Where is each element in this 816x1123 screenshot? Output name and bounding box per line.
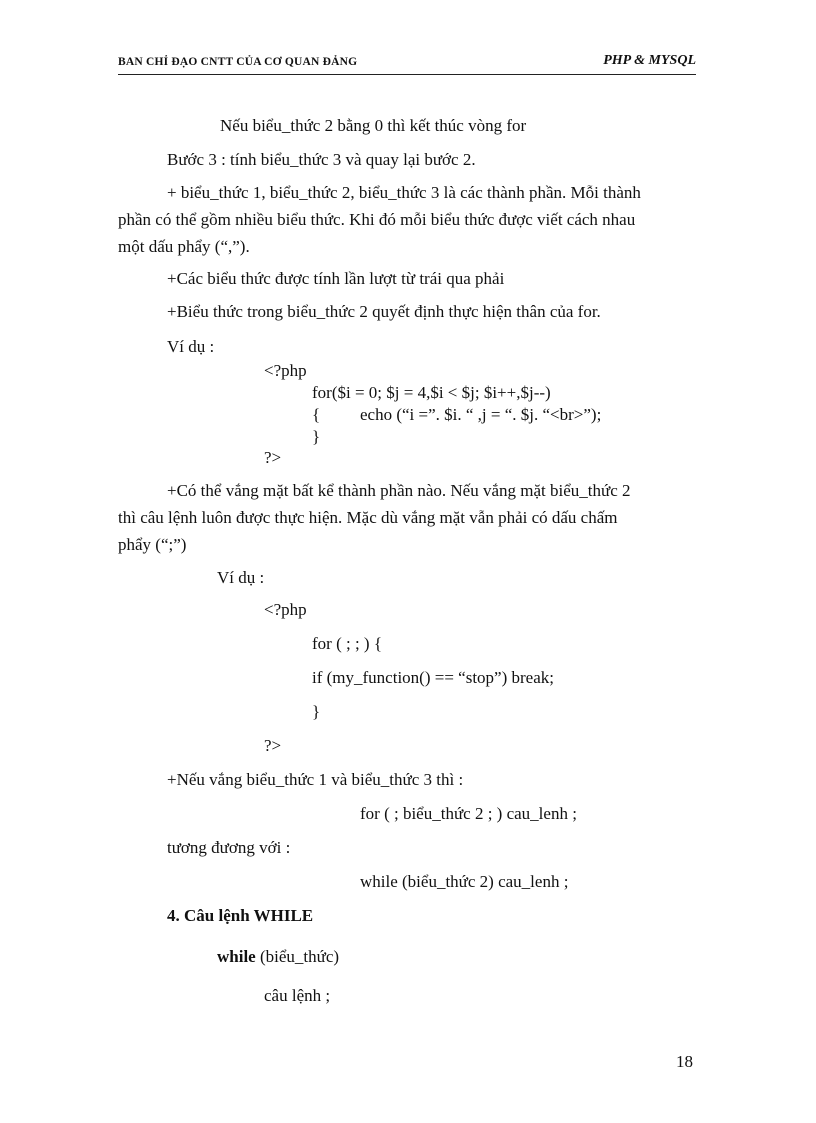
- code-line: <?php: [264, 600, 307, 619]
- code-line: ?>: [264, 736, 282, 755]
- syntax-line: câu lệnh ;: [264, 986, 331, 1005]
- text-line: một dấu phẩy (“,”).: [118, 237, 250, 256]
- while-condition: (biểu_thức): [255, 947, 340, 966]
- code-line: <?php: [264, 361, 307, 380]
- text-line: thì câu lệnh luôn được thực hiện. Mặc dù vắng mặt vẫn phải có dấu chấm: [118, 508, 618, 527]
- code-line: while (biểu_thức 2) cau_lenh ;: [360, 872, 569, 891]
- page-header: [118, 52, 696, 75]
- text-line: +Biểu thức trong biểu_thức 2 quyết định thực hiện thân của for.: [167, 302, 601, 321]
- text-line: phần có thể gồm nhiều biểu thức. Khi đó mỗi biểu thức được viết cách nhau: [118, 210, 636, 229]
- text-line: Nếu biểu_thức 2 bằng 0 thì kết thúc vòng for: [220, 116, 527, 135]
- text-line: + biểu_thức 1, biểu_thức 2, biểu_thức 3 là các thành phần. Mỗi thành: [167, 183, 641, 202]
- example-label: Ví dụ :: [217, 568, 265, 587]
- text-line: +Các biểu thức được tính lần lượt từ trái qua phải: [167, 269, 505, 288]
- text-line: Bước 3 : tính biểu_thức 3 và quay lại bước 2.: [167, 150, 476, 169]
- header-organization: BAN CHỈ ĐẠO CNTT CỦA CƠ QUAN ĐẢNG: [118, 56, 358, 68]
- syntax-line: [217, 947, 339, 967]
- code-line: for ( ; ; ) {: [312, 634, 383, 653]
- code-line: for($i = 0; $j = 4,$i < $j; $i++,$j--): [312, 383, 551, 402]
- while-keyword: while: [217, 947, 256, 966]
- text-line: +Nếu vắng biểu_thức 1 và biểu_thức 3 thì :: [167, 770, 464, 789]
- header-book-title: PHP & MYSQL: [603, 53, 696, 68]
- text-line: tương đương với :: [167, 838, 291, 857]
- code-line: }: [312, 702, 321, 721]
- text-line: +Có thể vắng mặt bất kể thành phần nào. Nếu vắng mặt biểu_thức 2: [167, 481, 631, 500]
- code-line: if (my_function() == “stop”) break;: [312, 668, 554, 687]
- code-line: }: [312, 427, 321, 446]
- code-line: {: [312, 405, 321, 424]
- page-number: 18: [676, 1052, 693, 1071]
- code-line: for ( ; biểu_thức 2 ; ) cau_lenh ;: [360, 804, 577, 823]
- example-label: Ví dụ :: [167, 337, 215, 356]
- code-line: echo (“i =”. $i. “ ,j = “. $j. “<br>”);: [360, 405, 602, 424]
- code-line: ?>: [264, 448, 282, 467]
- section-heading: 4. Câu lệnh WHILE: [167, 906, 314, 925]
- text-line: phẩy (“;”): [118, 535, 187, 554]
